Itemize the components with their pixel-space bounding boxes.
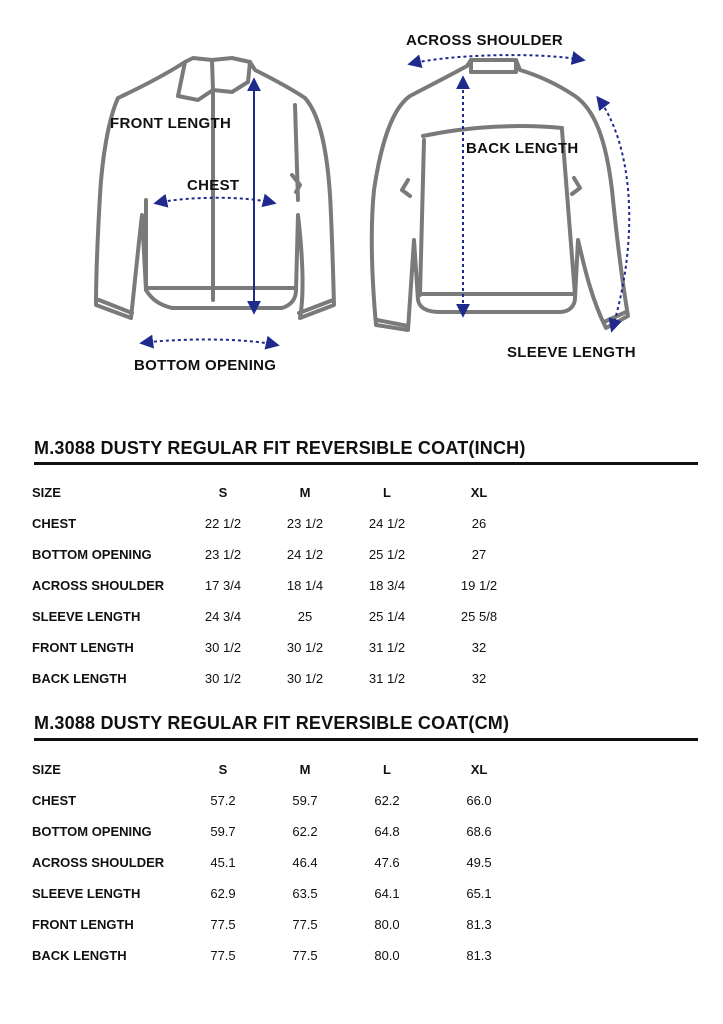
table-cell: 18 1/4 xyxy=(286,578,324,593)
back-jacket-illustration xyxy=(372,60,628,330)
table-cell: 62.2 xyxy=(374,793,400,808)
table-row xyxy=(0,824,723,844)
table-row xyxy=(0,948,723,968)
table-cell: 80.0 xyxy=(374,948,400,963)
table-cell: 24 1/2 xyxy=(368,516,406,531)
bottom-opening-arrow xyxy=(142,339,277,345)
table-cell: 23 1/2 xyxy=(204,547,242,562)
label-back-length: BACK LENGTH xyxy=(466,140,579,157)
table-row xyxy=(0,671,723,691)
table-row xyxy=(0,547,723,567)
table-cell: 24 3/4 xyxy=(204,609,242,624)
label-sleeve-length: SLEEVE LENGTH xyxy=(507,344,636,361)
measurement-arrows xyxy=(142,55,629,345)
table-cell: 77.5 xyxy=(210,917,236,932)
table-cell: 18 3/4 xyxy=(368,578,406,593)
table-cell: 66.0 xyxy=(466,793,492,808)
table-row xyxy=(0,609,723,629)
header-cell: S xyxy=(218,762,228,777)
table-cell: 68.6 xyxy=(466,824,492,839)
table-header-row xyxy=(0,762,723,782)
table-cell: 77.5 xyxy=(292,917,318,932)
table-cell: 25 5/8 xyxy=(460,609,498,624)
table-cell: 77.5 xyxy=(210,948,236,963)
row-label: BACK LENGTH xyxy=(32,671,127,686)
row-label: ACROSS SHOULDER xyxy=(32,855,165,870)
header-cell: XL xyxy=(470,485,488,500)
table-row xyxy=(0,886,723,906)
table-row xyxy=(0,855,723,875)
header-cell: L xyxy=(383,485,391,500)
table-header-row xyxy=(0,485,723,505)
table-cell: 22 1/2 xyxy=(204,516,242,531)
header-cell: M xyxy=(299,485,311,500)
header-cell: M xyxy=(299,762,311,777)
table-cell: 47.6 xyxy=(374,855,400,870)
table-cell: 81.3 xyxy=(466,917,492,932)
row-label: SLEEVE LENGTH xyxy=(32,886,141,901)
table-cell: 64.8 xyxy=(374,824,400,839)
label-bottom-opening: BOTTOM OPENING xyxy=(134,357,277,374)
header-cell: SIZE xyxy=(32,762,61,777)
table-cell: 31 1/2 xyxy=(368,640,406,655)
table-row xyxy=(0,793,723,813)
table-cell: 59.7 xyxy=(210,824,236,839)
header-cell: XL xyxy=(470,762,488,777)
row-label: FRONT LENGTH xyxy=(32,917,134,932)
table-cell: 81.3 xyxy=(466,948,492,963)
inch-table-divider xyxy=(34,462,698,465)
table-cell: 77.5 xyxy=(292,948,318,963)
table-cell: 30 1/2 xyxy=(204,640,242,655)
header-cell: S xyxy=(218,485,228,500)
table-cell: 24 1/2 xyxy=(286,547,324,562)
table-cell: 31 1/2 xyxy=(368,671,406,686)
row-label: BOTTOM OPENING xyxy=(32,547,152,562)
table-cell: 23 1/2 xyxy=(286,516,324,531)
table-cell: 45.1 xyxy=(210,855,236,870)
table-cell: 25 1/2 xyxy=(368,547,406,562)
table-cell: 62.2 xyxy=(292,824,318,839)
jacket-measurement-diagram xyxy=(0,0,723,400)
table-cell: 30 1/2 xyxy=(286,640,324,655)
table-cell: 17 3/4 xyxy=(204,578,242,593)
table-row xyxy=(0,516,723,536)
row-label: CHEST xyxy=(32,516,77,531)
table-cell: 32 xyxy=(471,671,487,686)
header-cell: SIZE xyxy=(32,485,61,500)
table-cell: 49.5 xyxy=(466,855,492,870)
row-label: SLEEVE LENGTH xyxy=(32,609,141,624)
cm-table-divider xyxy=(34,738,698,741)
table-cell: 64.1 xyxy=(374,886,400,901)
row-label: BACK LENGTH xyxy=(32,948,127,963)
label-across-shoulder: ACROSS SHOULDER xyxy=(406,32,564,49)
table-row xyxy=(0,578,723,598)
table-cell: 80.0 xyxy=(374,917,400,932)
row-label: FRONT LENGTH xyxy=(32,640,134,655)
row-label: ACROSS SHOULDER xyxy=(32,578,165,593)
table-cell: 59.7 xyxy=(292,793,318,808)
table-cell: 57.2 xyxy=(210,793,236,808)
cm-table-title: M.3088 DUSTY REGULAR FIT REVERSIBLE COAT(CM) xyxy=(34,713,510,733)
table-row xyxy=(0,917,723,937)
row-label: BOTTOM OPENING xyxy=(32,824,152,839)
table-cell: 65.1 xyxy=(466,886,492,901)
table-cell: 25 xyxy=(297,609,313,624)
table-cell: 30 1/2 xyxy=(286,671,324,686)
table-cell: 25 1/4 xyxy=(368,609,406,624)
label-front-length: FRONT LENGTH xyxy=(110,115,232,132)
label-chest: CHEST xyxy=(187,177,240,194)
table-cell: 26 xyxy=(471,516,487,531)
table-cell: 27 xyxy=(471,547,487,562)
header-cell: L xyxy=(383,762,391,777)
table-cell: 63.5 xyxy=(292,886,318,901)
table-row xyxy=(0,640,723,660)
table-cell: 30 1/2 xyxy=(204,671,242,686)
table-cell: 32 xyxy=(471,640,487,655)
table-cell: 62.9 xyxy=(210,886,236,901)
table-cell: 19 1/2 xyxy=(460,578,498,593)
row-label: CHEST xyxy=(32,793,77,808)
table-cell: 46.4 xyxy=(292,855,318,870)
inch-table-title: M.3088 DUSTY REGULAR FIT REVERSIBLE COAT(INCH) xyxy=(34,438,526,458)
